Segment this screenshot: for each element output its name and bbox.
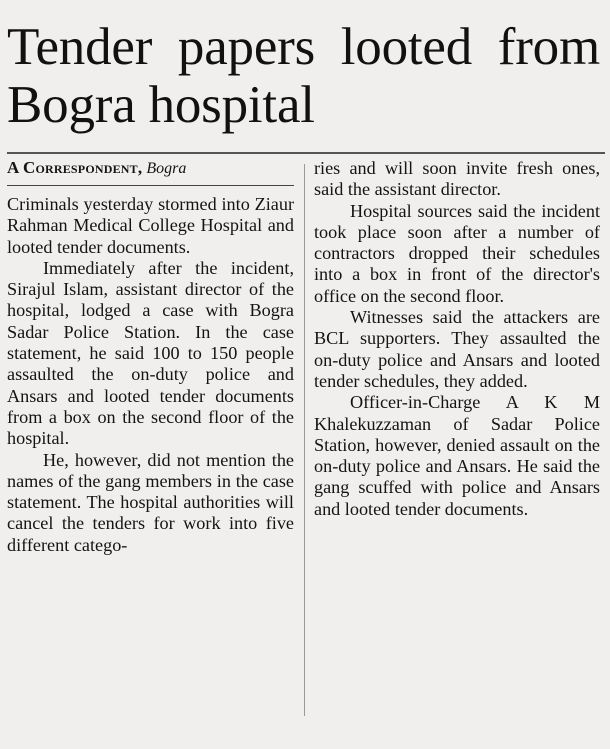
paragraph-continued: ries and will soon invite fresh ones, said the assistant director. [314, 158, 600, 200]
paragraph: Hospital sources said the incident took place soon after a number of contractors dropped their schedules into a box in front of the director's office on the second floor. [314, 200, 600, 306]
left-column [7, 158, 294, 556]
paragraph: Immediately after the incident, Sirajul Islam, assistant director of the hospital, lodged a case with Bogra Sadar Police Station. In the case statement, he said 100 to 150 people assaulted the on-duty police and Ansars and looted tender documents from a box on the second floor of the hospital. [7, 257, 294, 449]
byline-author: A Correspondent, [7, 158, 143, 177]
paragraph: He, however, did not mention the names of the gang members in the case statement. The hospital authorities will cancel the tenders for work into five different catego- [7, 449, 294, 555]
headline: Tender papers looted from Bogra hospital [7, 18, 600, 134]
byline-location: Bogra [146, 160, 187, 177]
headline-rule [7, 152, 605, 154]
column-divider [304, 164, 305, 716]
byline [7, 158, 294, 186]
paragraph: Witnesses said the attackers are BCL supporters. They assaulted the on-duty police and Ansars and looted tender schedules, they added. [314, 307, 600, 391]
article-columns [7, 158, 600, 718]
paragraph-lead: Criminals yesterday stormed into Ziaur Rahman Medical College Hospital and looted tender documents. [7, 194, 294, 257]
right-column [314, 158, 600, 520]
paragraph: Officer-in-Charge A K M Khalekuzzaman of Sadar Police Station, however, denied assault on the on-duty police and Ansars. He said the gang scuffed with police and Ansars and looted tender documents. [314, 392, 600, 519]
